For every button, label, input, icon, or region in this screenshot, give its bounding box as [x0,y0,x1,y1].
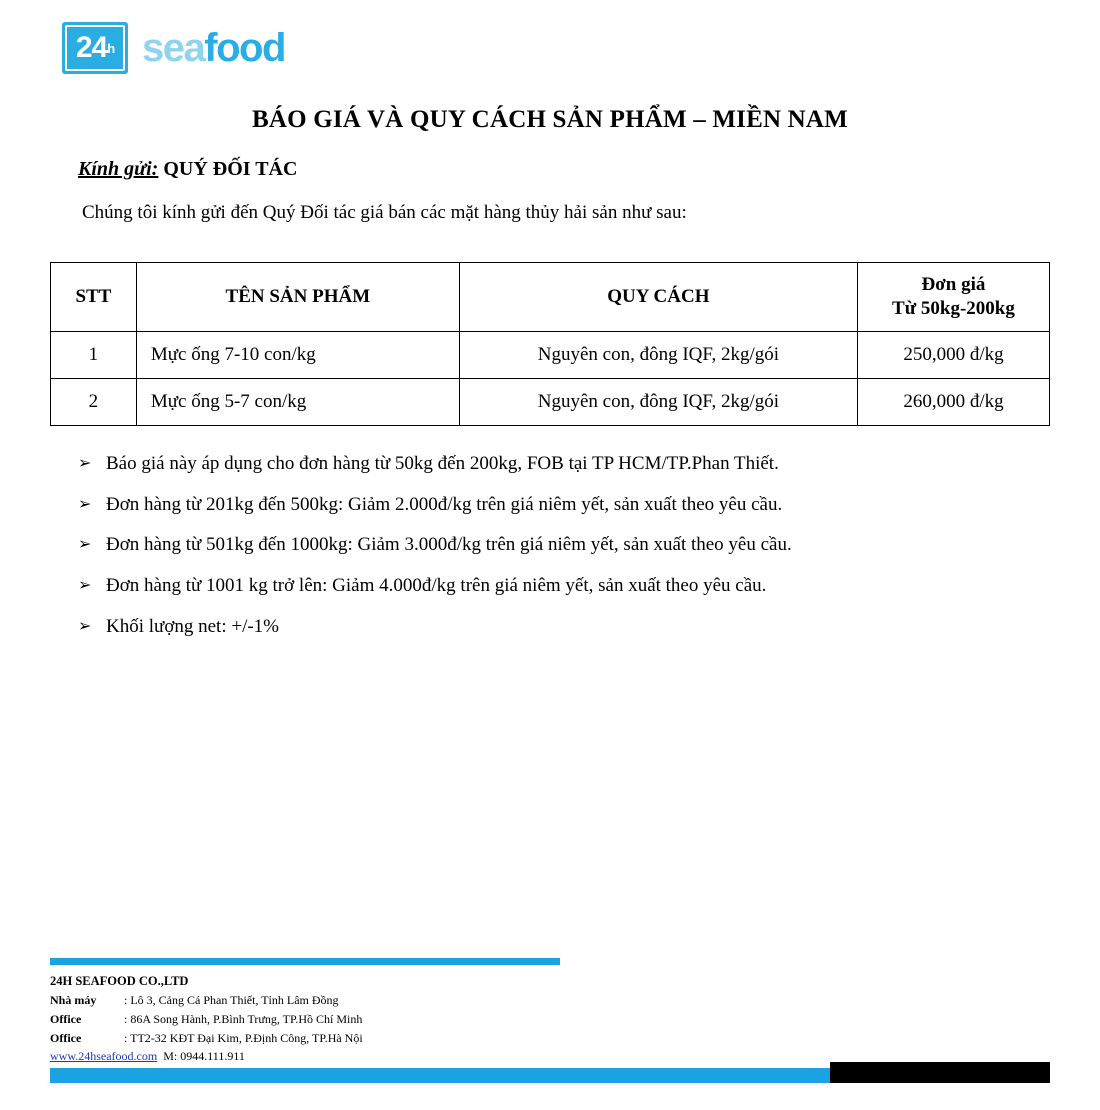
list-item [78,533,1038,558]
footer-sep: : [124,1030,131,1045]
cell-stt: 1 [51,332,137,379]
cell-specification: Nguyên con, đông IQF, 2kg/gói [459,379,857,426]
footer-divider [50,958,560,965]
arrow-bullet-icon: ➢ [78,536,92,554]
cell-unit-price: 250,000 đ/kg [857,332,1049,379]
header-unit-price [857,263,1049,332]
greeting-value: QUÝ ĐỐI TÁC [163,158,298,180]
arrow-bullet-icon: ➢ [78,577,92,595]
list-item [78,574,1038,599]
header-specification: QUY CÁCH [459,263,857,332]
footer-website-link[interactable]: www.24hseafood.com [50,1049,158,1064]
footer-value-office-2: TT2-32 KĐT Đại Kim, P.Định Công, TP.Hà Nội [130,1030,363,1045]
greeting [78,158,297,181]
logo-wordmark [142,26,285,71]
footer-phone: M: 0944.111.911 [163,1049,245,1064]
header-unit-price-line2: Từ 50kg-200kg [892,298,1015,319]
notes-list [78,452,1038,655]
cell-specification: Nguyên con, đông IQF, 2kg/gói [459,332,857,379]
arrow-bullet-icon: ➢ [78,617,92,635]
note-text: Đơn hàng từ 201kg đến 500kg: Giảm 2.000đ/kg trên giá niêm yết, sản xuất theo yêu cầu. [106,493,783,515]
header-stt: STT [51,263,137,332]
table-row [51,332,1050,379]
cell-product-name: Mực ống 7-10 con/kg [136,332,459,379]
footer-accent-bar [50,1068,830,1083]
footer-contact-line [50,1047,363,1066]
note-text: Đơn hàng từ 1001 kg trở lên: Giảm 4.000đ/kg trên giá niêm yết, sản xuất theo yêu cầu. [106,575,767,597]
footer-label-office-2: Office [50,1030,82,1045]
footer-value-factory: Lô 3, Cảng Cá Phan Thiết, Tỉnh Lâm Đồng [130,993,339,1008]
page-title: BÁO GIÁ VÀ QUY CÁCH SẢN PHẨM – MIỀN NAM [252,106,848,133]
cell-product-name: Mực ống 5-7 con/kg [136,379,459,426]
footer-black-bar [830,1062,1050,1083]
brand-logo [62,20,285,76]
footer-address-office-hn [50,1029,363,1048]
logo-word-food: food [204,25,285,70]
footer-label-factory: Nhà máy [50,993,97,1008]
header-product-name: TÊN SẢN PHẨM [136,263,459,332]
cell-unit-price: 260,000 đ/kg [857,379,1049,426]
table-row [51,379,1050,426]
list-item [78,615,1038,640]
header-unit-price-line1: Đơn giá [921,274,986,296]
price-table [50,262,1050,426]
footer-company-name: 24H SEAFOOD CO.,LTD [50,974,189,988]
list-item [78,452,1038,477]
logo-number: 24 [75,31,108,64]
intro-paragraph: Chúng tôi kính gửi đến Quý Đối tác giá bán các mặt hàng thủy hải sản như sau: [82,202,687,223]
arrow-bullet-icon: ➢ [78,455,92,472]
note-text: Báo giá này áp dụng cho đơn hàng từ 50kg đến 200kg, FOB tại TP HCM/TP.Phan Thiết. [106,453,779,474]
footer-address-office-hcm [50,1010,363,1029]
footer-sep: : [124,1011,131,1026]
logo-cube-icon [62,22,136,74]
footer-contact-block [50,972,363,1066]
list-item [78,493,1038,518]
note-text: Khối lượng net: +/-1% [106,615,280,637]
footer-sep: : [124,993,131,1008]
greeting-label: Kính gửi: [78,158,159,180]
footer-label-office-1: Office [50,1011,82,1026]
cell-stt: 2 [51,379,137,426]
footer-value-office-1: 86A Song Hành, P.Bình Trưng, TP.Hồ Chí Minh [130,1011,363,1026]
logo-superscript: h [107,40,115,56]
arrow-bullet-icon: ➢ [78,495,92,513]
note-text: Đơn hàng từ 501kg đến 1000kg: Giảm 3.000đ/kg trên giá niêm yết, sản xuất theo yêu cầu. [106,534,792,556]
table-header-row [51,263,1050,332]
footer-address-factory [50,991,363,1010]
logo-word-sea: sea [142,25,205,70]
